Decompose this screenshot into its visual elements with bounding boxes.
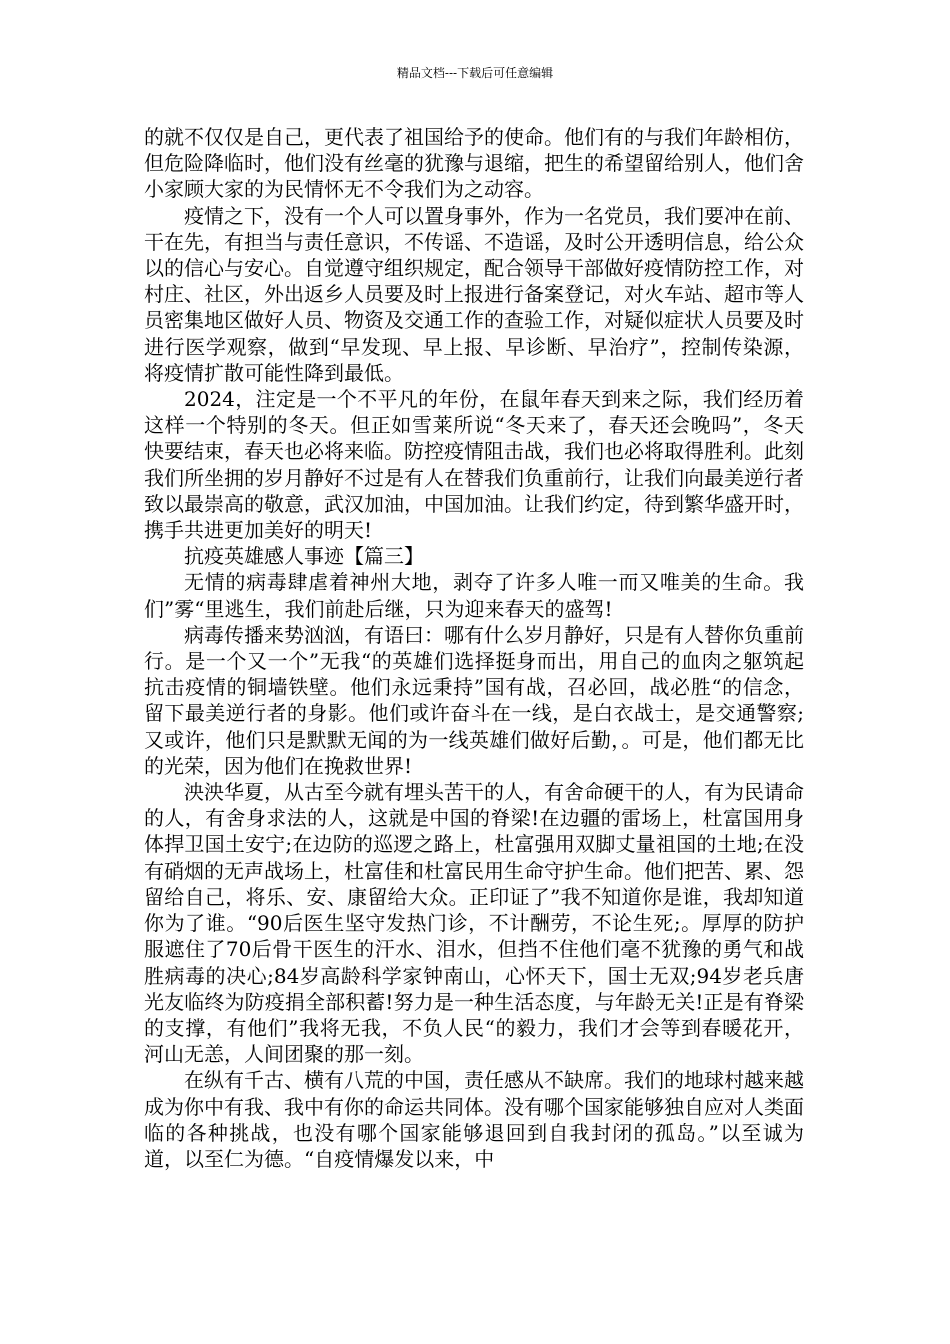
- paragraph-6: 泱泱华夏，从古至今就有埋头苦干的人，有舍命硬干的人，有为民请命的人，有舍身求法的人，这就是中国的脊梁!在边疆的雷场上，杜富国用身体捍卫国土安宁;在边防的巡逻之路上，杜富强用双脚丈量祖国的土地;在没有硝烟的无声战场上，杜富佳和杜富民用生命守护生命。他们把苦、累、怨留给自己，将乐、安、康留给大众。正印证了”我不知道你是谁，我却知道你为了谁。“90后医生坚守发热门诊，不计酬劳，不论生死;。厚厚的防护服遮住了70后骨干医生的汗水、泪水，但挡不住他们毫不犹豫的勇气和战胜病毒的决心;84岁高龄科学家钟南山，心怀天下，国士无双;94岁老兵唐光友临终为防疫捐全部积蓄!努力是一种生活态度，与年龄无关!正是有脊梁的支撑，有他们”我将无我，不负人民“的毅力，我们才会等到春暖花开，河山无恙，人间团聚的那一刻。: [144, 780, 804, 1067]
- page-header: 精品文档---下载后可任意编辑: [396, 66, 554, 80]
- section-heading: 抗疫英雄感人事迹【篇三】: [184, 544, 424, 569]
- paragraph-1: 的就不仅仅是自己，更代表了祖国给予的使命。他们有的与我们年龄相仿，但危险降临时，他们没有丝毫的犹豫与退缩，把生的希望留给别人，他们舍小家顾大家的为民情怀无不令我们为之动容。: [144, 125, 804, 202]
- document-body: [144, 124, 804, 1172]
- paragraph-3: 2024，注定是一个不平凡的年份，在鼠年春天到来之际，我们经历着这样一个特别的冬天。但正如雪莱所说“冬天来了，春天还会晚吗”，冬天快要结束，春天也必将来临。防控疫情阻击战，我们也必将取得胜利。此刻我们所坐拥的岁月静好不过是有人在替我们负重前行，让我们向最美逆行者致以最崇高的敬意，武汉加油，中国加油。让我们约定，待到繁华盛开时，携手共进更加美好的明天!: [144, 387, 804, 543]
- paragraph-4: 无情的病毒肆虐着神州大地，剥夺了许多人唯一而又唯美的生命。我们”雾“里逃生，我们前赴后继，只为迎来春天的盛驾!: [144, 570, 804, 621]
- paragraph-2: 疫情之下，没有一个人可以置身事外，作为一名党员，我们要冲在前、干在先，有担当与责任意识，不传谣、不造谣，及时公开透明信息，给公众以的信心与安心。自觉遵守组织规定，配合领导干部做好疫情防控工作，对村庄、社区，外出返乡人员要及时上报进行备案登记，对火车站、超市等人员密集地区做好人员、物资及交通工作的查验工作，对疑似症状人员要及时进行医学观察，做到“早发现、早上报、早诊断、早治疗”，控制传染源，将疫情扩散可能性降到最低。: [144, 203, 804, 385]
- paragraph-5: 病毒传播来势汹汹，有语曰：哪有什么岁月静好，只是有人替你负重前行。是一个又一个”无我“的英雄们选择挺身而出，用自己的血肉之躯筑起抗击疫情的铜墙铁壁。他们永远秉持”国有战，召必回，战必胜“的信念，留下最美逆行者的身影。他们或许奋斗在一线，是白衣战士，是交通警察;又或许，他们只是默默无闻的为一线英雄们做好后勤，。可是，他们都无比的光荣，因为他们在挽救世界!: [144, 622, 804, 778]
- paragraph-7: 在纵有千古、横有八荒的中国，责任感从不缺席。我们的地球村越来越成为你中有我、我中有你的命运共同体。没有哪个国家能够独自应对人类面临的各种挑战，也没有哪个国家能够退回到自我封闭的孤岛。”以至诚为道，以至仁为德。“自疫情爆发以来，中: [144, 1068, 804, 1171]
